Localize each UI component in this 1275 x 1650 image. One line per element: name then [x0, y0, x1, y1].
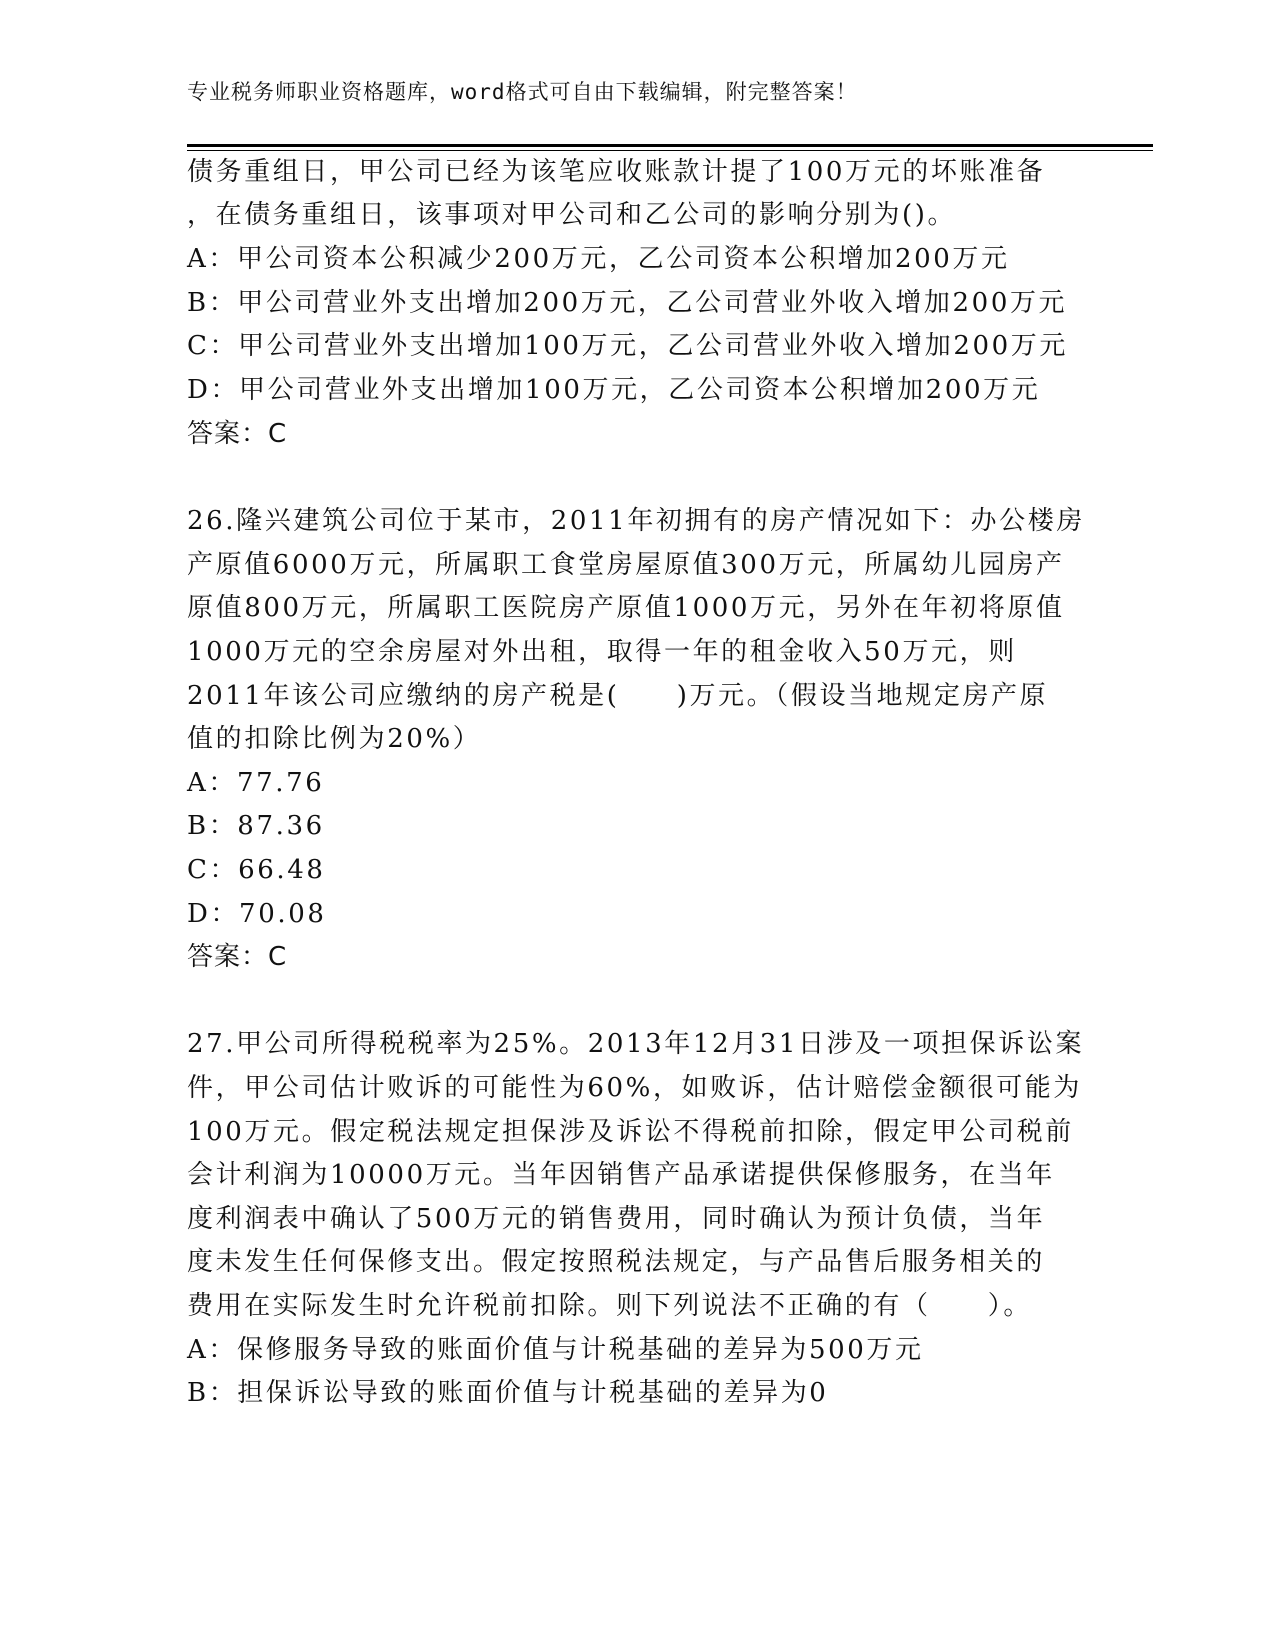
option-c: C：66.48	[187, 855, 326, 885]
header-divider-thin	[187, 150, 1153, 151]
question-text-line: 2011年该公司应缴纳的房产税是( )万元。（假设当地规定房产原	[187, 681, 1049, 711]
question-text-line: 27.甲公司所得税税率为25%。2013年12月31日涉及一项担保诉讼案	[187, 1029, 1085, 1059]
option-c: C：甲公司营业外支出增加100万元，乙公司营业外收入增加200万元	[187, 331, 1068, 361]
option-b: B：甲公司营业外支出增加200万元，乙公司营业外收入增加200万元	[187, 288, 1068, 318]
question-text-line: 1000万元的空余房屋对外出租，取得一年的租金收入50万元，则	[187, 637, 1017, 667]
question-text-line: 原值800万元，所属职工医院房产原值1000万元，另外在年初将原值	[187, 593, 1065, 623]
answer: 答案：C	[187, 419, 288, 449]
option-d: D：甲公司营业外支出增加100万元，乙公司资本公积增加200万元	[187, 375, 1041, 405]
option-d: D：70.08	[187, 899, 327, 929]
question-text-line: 债务重组日，甲公司已经为该笔应收账款计提了100万元的坏账准备	[187, 157, 1046, 187]
question-text-line: 度未发生任何保修支出。假定按照税法规定，与产品售后服务相关的	[187, 1247, 1046, 1277]
header-divider-thick	[187, 144, 1153, 147]
question-text-line: ，在债务重组日，该事项对甲公司和乙公司的影响分别为()。	[187, 200, 957, 230]
option-b: B：87.36	[187, 811, 325, 841]
question-text-line: 值的扣除比例为20%）	[187, 724, 482, 754]
question-text-line: 件，甲公司估计败诉的可能性为60%，如败诉，估计赔偿金额很可能为	[187, 1073, 1082, 1103]
question-text-line: 产原值6000万元，所属职工食堂房屋原值300万元，所属幼儿园房产	[187, 550, 1065, 580]
question-text-line: 26.隆兴建筑公司位于某市，2011年初拥有的房产情况如下：办公楼房	[187, 506, 1085, 536]
question-text-line: 会计利润为10000万元。当年因销售产品承诺提供保修服务，在当年	[187, 1160, 1055, 1190]
header-title: 专业税务师职业资格题库，word格式可自由下载编辑，附完整答案！	[187, 80, 858, 104]
option-a: A：77.76	[187, 768, 325, 798]
option-a: A：甲公司资本公积减少200万元，乙公司资本公积增加200万元	[187, 244, 1010, 274]
question-text-line: 费用在实际发生时允许税前扣除。则下列说法不正确的有（ ）。	[187, 1291, 1033, 1321]
answer: 答案：C	[187, 942, 288, 972]
question-text-line: 100万元。假定税法规定担保涉及诉讼不得税前扣除，假定甲公司税前	[187, 1117, 1074, 1147]
option-a: A：保修服务导致的账面价值与计税基础的差异为500万元	[187, 1335, 924, 1365]
question-text-line: 度利润表中确认了500万元的销售费用，同时确认为预计负债，当年	[187, 1204, 1046, 1234]
option-b: B：担保诉讼导致的账面价值与计税基础的差异为0	[187, 1378, 829, 1408]
